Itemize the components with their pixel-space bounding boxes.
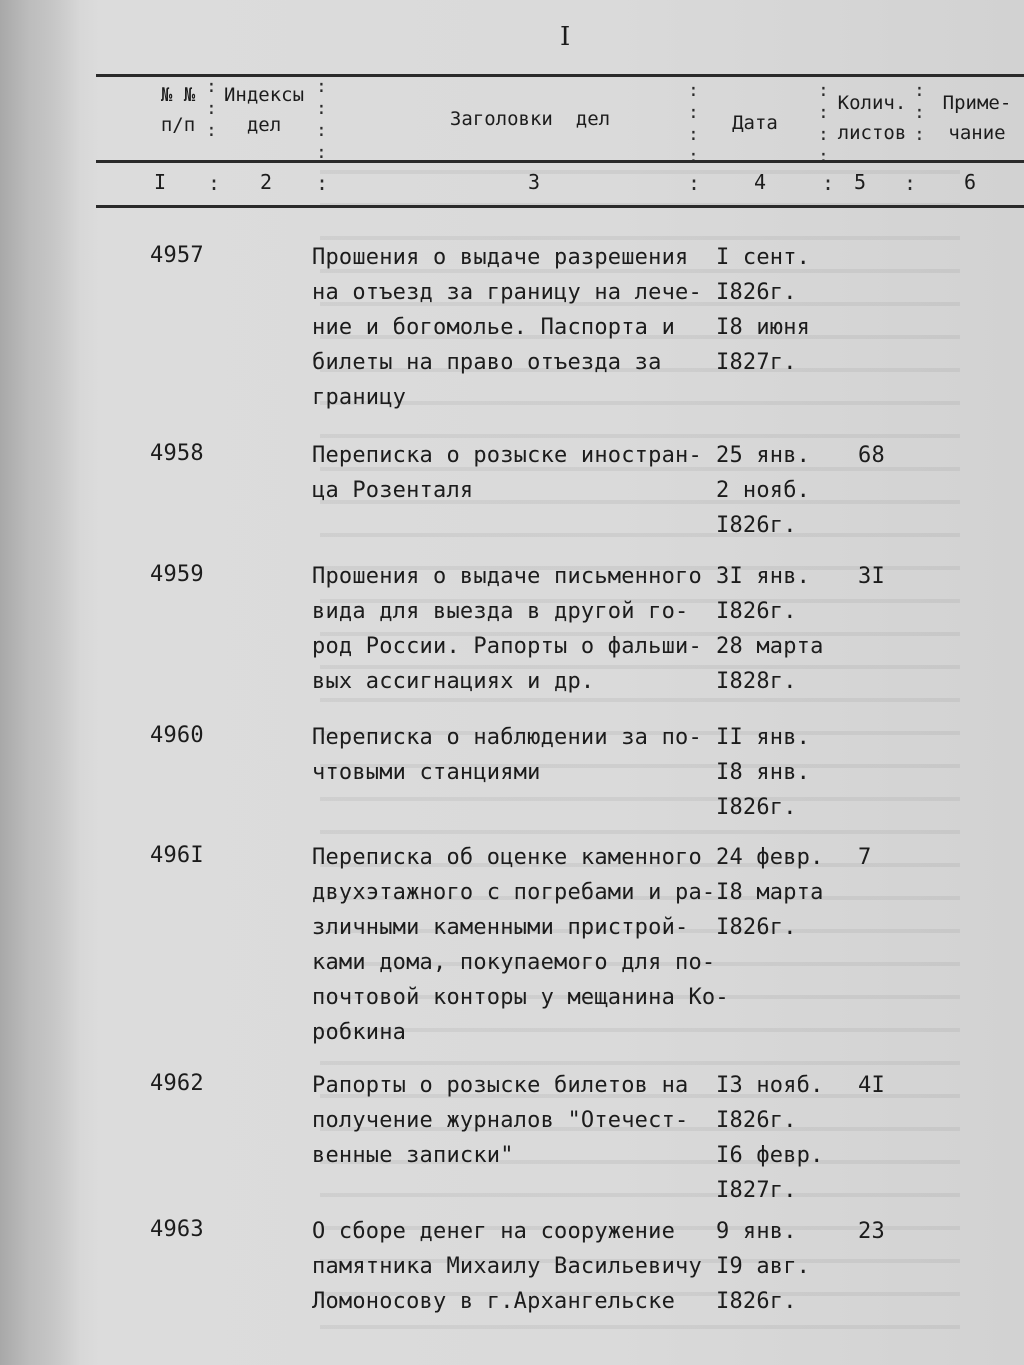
header-separator: : : : : — [818, 80, 829, 167]
column-number-separator: : — [822, 171, 835, 195]
row-date: 25 янв. 2 нояб. I826г. — [716, 443, 811, 538]
row-title: Прошения о выдаче разрешения на отъезд за границу на лече- ние и богомолье. Паспорта и билеты на право отъезда за границу — [312, 245, 702, 410]
header-middle-rule — [96, 160, 1024, 163]
header-date: Дата — [732, 112, 778, 134]
header-separator: : : : : — [688, 80, 699, 167]
page-number: I — [560, 22, 571, 52]
header-index: Индексы дел — [223, 84, 305, 136]
column-number-separator: : — [904, 171, 917, 195]
row-title: Переписка о розыске иностран- ца Розенталя — [312, 443, 702, 503]
row-number: 4963 — [150, 1217, 204, 1242]
row-title: Прошения о выдаче письменного вида для выезда в другой го- род России. Рапорты о фальши- вых ассигнациях и др. — [312, 564, 702, 694]
header-note: Приме- чание — [942, 92, 1012, 144]
column-number: 6 — [963, 170, 977, 194]
row-sheets: 3I — [858, 564, 885, 589]
row-sheets: 23 — [858, 1219, 885, 1244]
header-bottom-rule — [96, 205, 1024, 208]
row-number: 4962 — [150, 1071, 204, 1096]
header-top-rule — [96, 74, 1024, 77]
row-date: 9 янв. I9 авг. I826г. — [716, 1219, 811, 1314]
row-date: I сент. I826г. I8 июня I827г. — [716, 245, 811, 375]
column-number: 5 — [853, 170, 867, 194]
header-separator: : : : : — [316, 76, 327, 163]
row-sheets: 4I — [858, 1073, 885, 1098]
column-number: 2 — [259, 170, 273, 194]
header-row-number: № № п/п — [160, 84, 196, 136]
row-title: Переписка об оценке каменного двухэтажного с погребами и ра- зличными каменными пристрой- ками дома, покупаемого для по- почтовой конторы у мещанина Ко- робкина — [312, 845, 729, 1045]
row-date: I3 нояб. I826г. I6 февр. I827г. — [716, 1073, 824, 1203]
row-title: О сборе денег на сооружение памятника Михаилу Васильевичу Ломоносову в г.Архангельске — [312, 1219, 702, 1314]
column-number: 3 — [527, 170, 541, 194]
header-sheet-count: Колич. листов — [837, 92, 907, 144]
row-number: 4958 — [150, 441, 204, 466]
row-title: Рапорты о розыске билетов на получение журналов "Отечест- венные записки" — [312, 1073, 689, 1168]
row-number: 4959 — [150, 562, 204, 587]
header-separator: : : : — [914, 80, 925, 145]
row-sheets: 68 — [858, 443, 885, 468]
page-binding-shadow — [0, 0, 80, 1365]
header-separator: : : : — [206, 76, 217, 141]
column-number: 4 — [753, 170, 767, 194]
column-number-separator: : — [688, 171, 701, 195]
row-date: 24 февр. I8 марта I826г. — [716, 845, 824, 940]
row-title: Переписка о наблюдении за по- чтовыми станциями — [312, 725, 702, 785]
row-number: 4960 — [150, 723, 204, 748]
column-number-separator: : — [316, 171, 329, 195]
header-titles: Заголовки дел — [449, 108, 611, 130]
row-sheets: 7 — [858, 845, 872, 870]
row-number: 496I — [150, 843, 204, 868]
row-number: 4957 — [150, 243, 204, 268]
row-date: II янв. I8 янв. I826г. — [716, 725, 811, 820]
row-date: 3I янв. I826г. 28 марта I828г. — [716, 564, 824, 694]
column-number: I — [153, 170, 167, 194]
column-number-separator: : — [208, 171, 221, 195]
